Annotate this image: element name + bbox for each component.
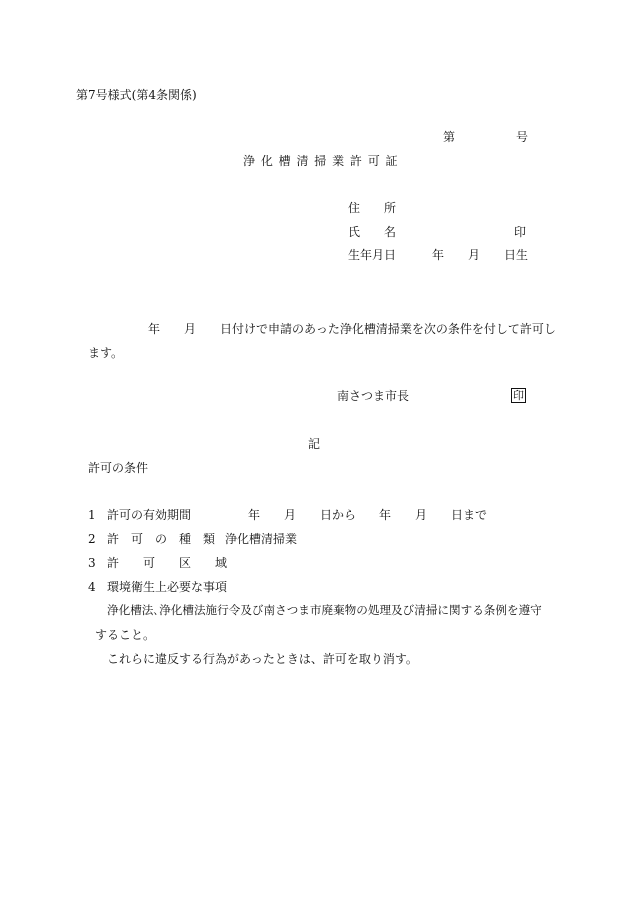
condition-3-number: 3 xyxy=(88,556,96,570)
condition-1-end-year: 年 xyxy=(379,508,392,522)
condition-1-label: 許可の有効期間 xyxy=(107,508,192,522)
body-line2: ます。 xyxy=(88,346,124,360)
birth-month: 月 xyxy=(468,248,481,262)
condition-4-text1-line2: すること。 xyxy=(95,628,156,642)
condition-3-label: 許 可 区 域 xyxy=(107,556,228,570)
name-label: 氏 名 xyxy=(348,225,397,239)
form-label: 第7号様式(第4条関係) xyxy=(76,88,197,102)
issuer-seal-box: 印 xyxy=(513,389,524,402)
condition-4-label: 環境衛生上必要な事項 xyxy=(107,580,228,594)
address-label: 住 所 xyxy=(348,201,397,215)
condition-2-label: 許 可 の 種 類 xyxy=(107,532,216,546)
applicant-seal-mark: 印 xyxy=(514,225,527,239)
condition-4-text2: これらに違反する行為があったときは、許可を取り消す。 xyxy=(107,652,418,666)
issuer-seal xyxy=(511,388,526,403)
birth-day: 日生 xyxy=(504,248,529,262)
condition-4-number: 4 xyxy=(88,580,96,594)
body-line1: 日付けで申請のあった浄化槽清掃業を次の条件を付して許可し xyxy=(220,322,556,336)
condition-1-start-month: 月 xyxy=(284,508,297,522)
condition-1-number: 1 xyxy=(88,508,96,522)
condition-1-start-day: 日から xyxy=(320,508,357,522)
body-month: 月 xyxy=(184,322,197,336)
document-title: 浄 化 槽 清 掃 業 許 可 証 xyxy=(243,154,399,168)
condition-1-end-day: 日まで xyxy=(451,508,488,522)
ki-heading: 記 xyxy=(308,437,321,451)
condition-1-end-month: 月 xyxy=(415,508,428,522)
conditions-heading: 許可の条件 xyxy=(88,461,149,475)
condition-2-value: 浄化槽清掃業 xyxy=(225,532,298,546)
birth-label: 生年月日 xyxy=(348,248,397,262)
issuer-name: 南さつま市長 xyxy=(337,389,410,403)
number-suffix: 号 xyxy=(516,130,529,144)
condition-2-number: 2 xyxy=(88,532,96,546)
number-prefix: 第 xyxy=(443,130,456,144)
body-year: 年 xyxy=(148,322,161,336)
condition-1-start-year: 年 xyxy=(248,508,261,522)
condition-4-text1-line1: 浄化槽法､浄化槽法施行令及び南さつま市廃棄物の処理及び清掃に関する条例を遵守 xyxy=(107,603,542,617)
birth-year: 年 xyxy=(432,248,445,262)
